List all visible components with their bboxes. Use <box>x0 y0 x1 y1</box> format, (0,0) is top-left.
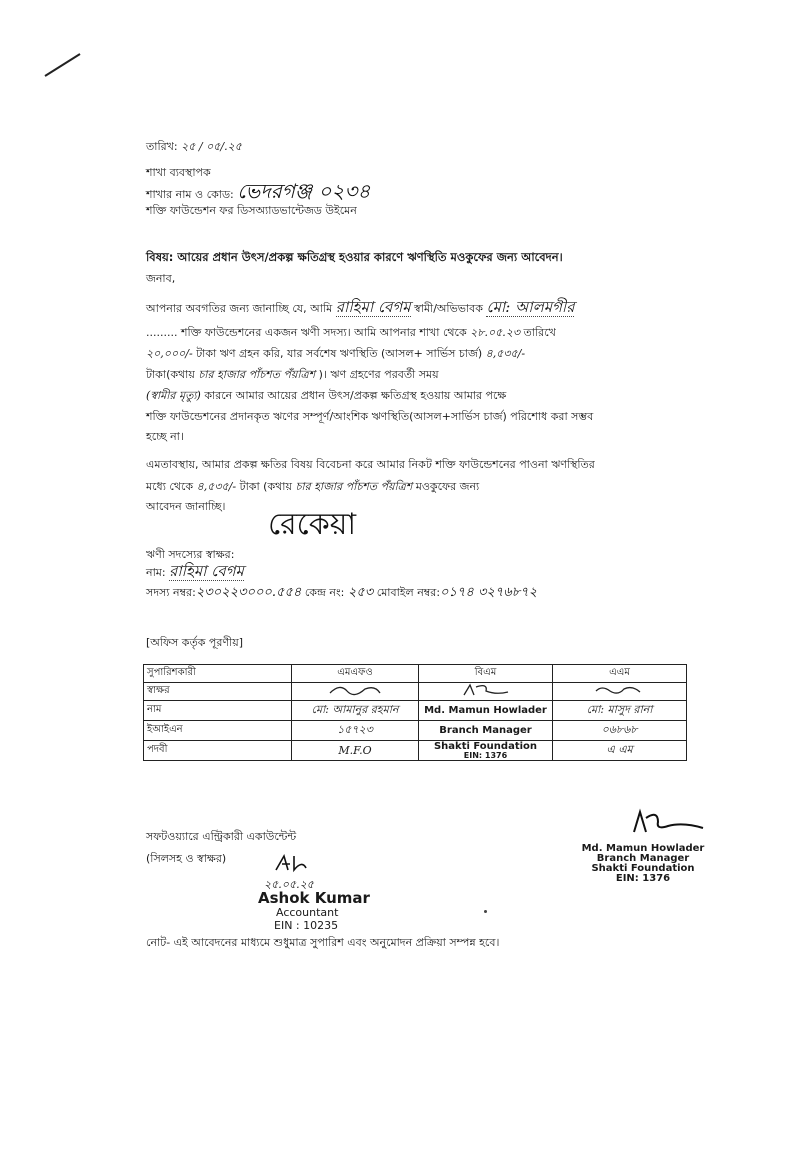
para1-text: টাকা ঋণ গ্রহন করি, যার সর্বশেষ ঋণস্থিতি (আসল+ সার্ভিস চার্জ) <box>196 347 483 360</box>
para1-text: স্বামী/অভিভাবক <box>414 302 483 315</box>
table-row <box>144 683 687 701</box>
para1-text: আপনার অবগতির জন্য জানাচ্ছি যে, আমি <box>146 302 333 315</box>
para1-text: কারনে আমার আয়ের প্রধান উৎস/প্রকল্প ক্ষতিগ্রস্থ হওয়ায় আমার পক্ষে <box>204 389 507 402</box>
mobile-label: মোবাইল নম্বর: <box>376 586 441 599</box>
para1-text: শক্তি ফাউন্ডেশনের একজন ঋণী সদস্য। আমি আপনার শাখা থেকে <box>180 326 467 339</box>
bm-stamp-name-right: Md. Mamun Howlader <box>581 843 705 854</box>
mfo-name: মো: আমানুর রহমান <box>292 701 419 721</box>
handwritten-stamp-word: রেকেয়া <box>268 507 357 542</box>
table-row <box>144 701 687 721</box>
mfo-designation: M.F.O <box>292 741 419 761</box>
bm-stamp-name: Md. Mamun Howlader <box>419 701 553 721</box>
signature-cell <box>419 683 553 701</box>
signature-scribble-icon <box>325 683 385 697</box>
accountant-sign-date: ২৫.০৫.২৫ <box>264 878 314 891</box>
branch-manager-label: শাখা ব্যবস্থাপক <box>146 166 211 179</box>
date-label: তারিখ: <box>146 140 178 153</box>
member-no-value: ২৩০২২৩০০০.৫৫৪ <box>195 585 302 600</box>
bm-signature-icon <box>628 808 708 838</box>
table-header: সুপারিশকারী <box>144 665 292 683</box>
row-label: স্বাক্ষর <box>144 683 292 701</box>
balance-words: চার হাজার পাঁচশত পঁয়ত্রিশ <box>198 368 316 381</box>
am-name: মো: মাসুদ রানা <box>553 701 687 721</box>
para2-text: মধ্যে থেকে <box>146 480 194 493</box>
para1-line6: শক্তি ফাউন্ডেশনের প্রদানকৃত ঋণের সম্পূর্ণ/আংশিক ঋণস্থিতি(আসল+সার্ভিস চার্জ) পরিশোধ করা সম্ভব <box>146 410 594 423</box>
para2-text: টাকা (কথায় <box>239 480 292 493</box>
accountant-role: Accountant <box>276 906 339 919</box>
date-value: ২৫ / ০৫/.২৫ <box>181 140 242 153</box>
para1-line4 <box>146 368 439 382</box>
bm-stamp-block <box>578 844 708 884</box>
para2-line3: আবেদন জানাচ্ছি। <box>146 500 226 513</box>
para2-line2 <box>146 480 479 494</box>
para1-line5 <box>146 389 506 403</box>
accountant-ein: EIN : 10235 <box>274 919 339 932</box>
am-ein: ০৬৮৬৮ <box>553 721 687 741</box>
note-line: নোট- এই আবেদনের মাধ্যমে শুধুমাত্র সুপারিশ এবং অনুমোদন প্রক্রিয়া সম্পন্ন হবে। <box>146 936 500 949</box>
signature-cell <box>553 683 687 701</box>
date-line <box>146 140 242 154</box>
waiver-amount-words: চার হাজার পাঁচশত পঁয়ত্রিশ <box>295 480 413 493</box>
mobile-value: ০১৭৪ ৩২৭৬৮৭২ <box>440 585 538 600</box>
bm-stamp-ein-right: EIN: 1376 <box>615 873 671 884</box>
para1-text: টাকা(কথায় <box>146 368 195 381</box>
para1-text: তারিখে <box>523 326 556 339</box>
para1-line2: ......... শক্তি ফাউন্ডেশনের একজন ঋণী সদস্য। আমি আপনার শাখা থেকে ২৮.০৫.২৩ তারিখে <box>146 326 556 339</box>
loan-amount: ২০,০০০/- <box>146 347 193 360</box>
bm-stamp-org-right: Shakti Foundation <box>591 863 695 874</box>
signature-cell <box>292 683 419 701</box>
bm-stamp-org <box>419 741 553 761</box>
accountant-signature-icon <box>272 852 312 874</box>
table-row <box>144 741 687 761</box>
pen-mark <box>40 48 85 80</box>
office-use-label: [অফিস কর্তৃক পূরণীয়] <box>146 636 243 649</box>
member-id-line <box>146 586 537 600</box>
row-label: পদবী <box>144 741 292 761</box>
guardian-name: মো: আলমগীর <box>486 298 575 316</box>
center-value: ২৫৩ <box>347 585 374 600</box>
para2-line1: এমতাবস্থায়, আমার প্রকল্প ক্ষতির বিষয় বিবেচনা করে আমার নিকট শক্তি ফাউন্ডেশনের পাওনা ঋণস্থিতির <box>146 458 595 471</box>
para1-line1 <box>146 300 574 316</box>
accountant-label: সফটওয়্যারে এন্ট্রিকারী একাউন্টেন্ট <box>146 830 297 843</box>
table-header: এএম <box>553 665 687 683</box>
member-name-label: নাম: <box>146 566 166 579</box>
bm-stamp-role: Branch Manager <box>419 721 553 741</box>
org-line: শক্তি ফাউন্ডেশন ফর ডিসঅ্যাডভান্টেজড উইমেন <box>146 204 357 217</box>
signature-scribble-icon <box>590 683 650 697</box>
table-row <box>144 721 687 741</box>
subject-line: বিষয়: আয়ের প্রধান উৎস/প্রকল্প ক্ষতিগ্রস্থ হওয়ার কারণে ঋণস্থিতি মওকুফের জন্য আবেদন। <box>146 250 563 264</box>
member-name-value: রাহিমা বেগম <box>169 562 244 580</box>
member-name-line <box>146 564 244 580</box>
table-header-row <box>144 665 687 683</box>
para1-line3 <box>146 347 525 361</box>
am-designation: এ এম <box>553 741 687 761</box>
branch-name-label: শাখার নাম ও কোড: <box>146 188 234 201</box>
center-label: কেন্দ্র নং: <box>304 586 345 599</box>
mfo-ein: ১৫৭২৩ <box>292 721 419 741</box>
member-signature-label: ঋণী সদস্যের স্বাক্ষর: <box>146 548 235 561</box>
table-header: বিএম <box>419 665 553 683</box>
bm-stamp-role-right: Branch Manager <box>596 853 690 864</box>
table-header: এমএফও <box>292 665 419 683</box>
loan-date: ২৮.০৫.২৩ <box>470 326 521 339</box>
waiver-amount: ৪,৫৩৫/- <box>196 480 237 493</box>
bm-stamp-ein: EIN: 1376 <box>463 750 508 760</box>
para1-text: )। ঋণ গ্রহণের পরবর্তী সময় <box>318 368 439 381</box>
branch-name-value: ভেদরগঞ্জ ০২৩৪ <box>237 179 371 203</box>
member-no-label: সদস্য নম্বর: <box>146 586 196 599</box>
cause-value: (স্বামীর মৃত্যু) <box>146 389 201 402</box>
bm-stamp-org-text: Shakti Foundation <box>433 740 538 752</box>
dot-mark <box>484 910 487 913</box>
para2-text: মওকুফের জন্য <box>415 480 480 493</box>
branch-name-line <box>146 179 371 203</box>
salutation: জনাব, <box>146 272 176 285</box>
applicant-name: রাহিমা বেগম <box>335 298 411 316</box>
balance-amount: ৪,৫৩৫/- <box>485 347 526 360</box>
accountant-sub: (সিলসহ ও স্বাক্ষর) <box>146 852 227 865</box>
row-label: ইআইএন <box>144 721 292 741</box>
signature-scribble-icon <box>456 683 516 697</box>
para1-line7: হচ্ছে না। <box>146 430 184 443</box>
accountant-name: Ashok Kumar <box>258 889 370 907</box>
recommendation-table <box>143 664 687 761</box>
row-label: নাম <box>144 701 292 721</box>
